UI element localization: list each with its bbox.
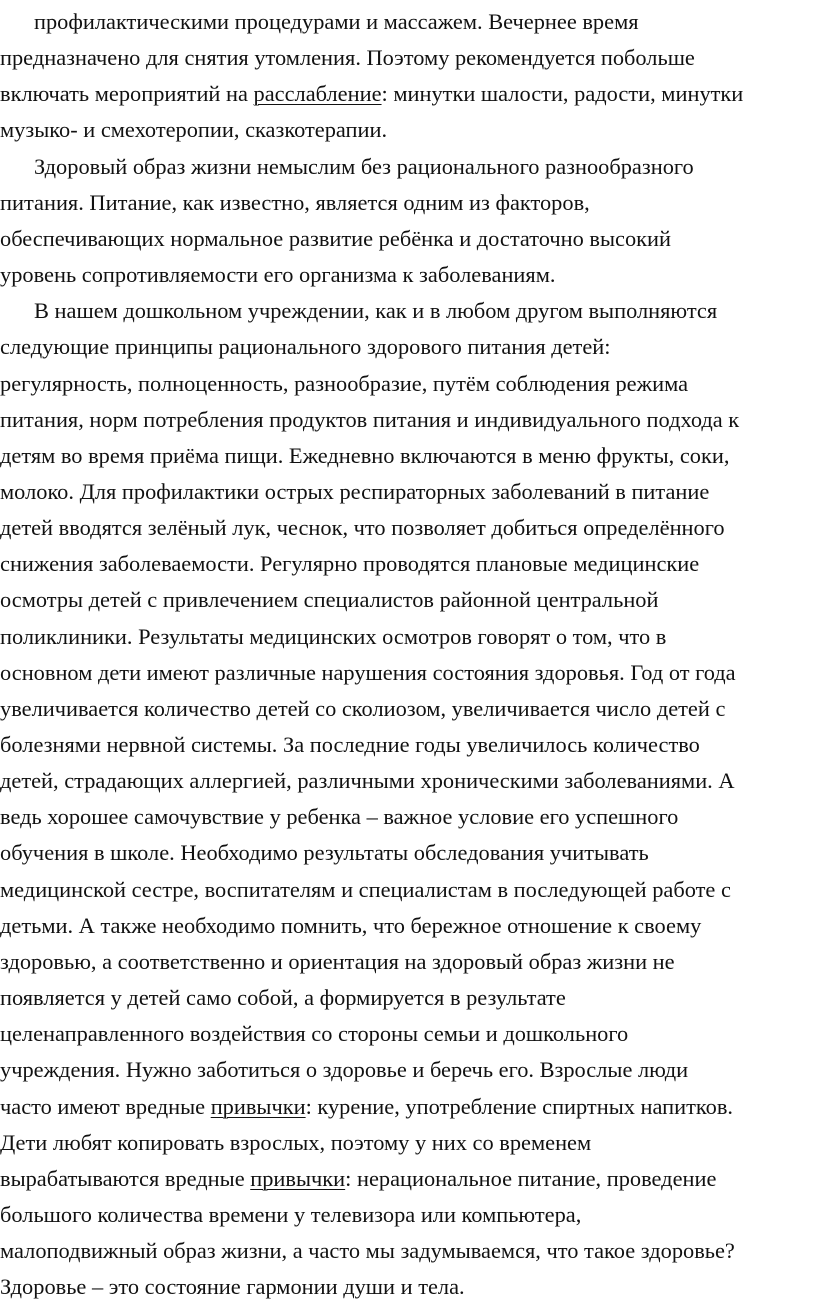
text-run: обеспечивающих нормальное развитие ребёнка и достаточно высокий: [0, 225, 672, 251]
text-run: малоподвижный образ жизни, а часто мы задумываемся, что такое здоровье?: [0, 1238, 735, 1264]
text-run: учреждения. Нужно заботиться о здоровье и беречь его. Взрослые люди: [0, 1057, 689, 1083]
text-line: [0, 980, 816, 1016]
text-line: [0, 510, 816, 546]
text-line: [0, 76, 816, 112]
text-run: здоровью, а соответственно и ориентация на здоровый образ жизни не: [0, 948, 675, 974]
text-run: профилактическими процедурами и массажем. Вечернее время: [34, 9, 639, 34]
term-link[interactable]: расслабление: [253, 81, 382, 107]
text-line: [0, 582, 816, 618]
text-line: [0, 257, 816, 293]
text-run: болезнями нервной системы. За последние годы увеличилось количество: [0, 732, 700, 757]
text-run: музыко- и смехотеропии, сказкотерапии.: [0, 117, 388, 143]
text-line: [0, 185, 816, 221]
text-line: [0, 1016, 816, 1052]
text-line: [0, 40, 816, 76]
text-line: [0, 221, 816, 257]
text-line: [0, 1161, 816, 1197]
text-line: [0, 112, 816, 148]
text-run: Здоровый образ жизни немыслим без рационального разнообразного: [34, 153, 694, 179]
text-run: питания. Питание, как известно, является одним из факторов,: [0, 189, 590, 215]
text-run: вырабатываются вредные: [0, 1165, 251, 1191]
text-line: [0, 1233, 816, 1269]
text-line: [0, 1089, 816, 1125]
text-line: [0, 1269, 816, 1305]
text-line: [0, 366, 816, 402]
text-line: [0, 1052, 816, 1088]
text-run: обучения в школе. Необходимо результаты обследования учитывать: [0, 840, 649, 866]
text-run: детьми. А также необходимо помнить, что бережное отношение к своему: [0, 912, 702, 938]
text-run: детям во время приёма пищи. Ежедневно включаются в меню фрукты, соки,: [0, 442, 730, 468]
text-line: [0, 727, 816, 763]
text-line: [0, 908, 816, 944]
text-run: основном дети имеют различные нарушения состояния здоровья. Год от года: [0, 659, 736, 685]
text-run: большого количества времени у телевизора или компьютера,: [0, 1201, 582, 1227]
text-run: : нерациональное питание, проведение: [345, 1165, 717, 1191]
text-run: медицинской сестре, воспитателям и специалистам в последующей работе с: [0, 876, 731, 902]
text-line: [0, 619, 816, 655]
text-line: [0, 1125, 816, 1161]
text-run: осмотры детей с привлечением специалистов районной центральной: [0, 587, 659, 613]
text-run: уровень сопротивляемости его организма к заболеваниям.: [0, 262, 556, 288]
text-line: [0, 1197, 816, 1233]
text-line: [0, 438, 816, 474]
text-line: [0, 149, 816, 185]
text-line: [0, 763, 816, 799]
text-run: : курение, употребление спиртных напитков.: [305, 1093, 734, 1119]
text-line: [0, 474, 816, 510]
text-run: снижения заболеваемости. Регулярно проводятся плановые медицинские: [0, 551, 700, 577]
text-run: включать мероприятий на: [0, 81, 254, 107]
text-run: Дети любят копировать взрослых, поэтому у них со временем: [0, 1129, 592, 1155]
term-link[interactable]: привычки: [250, 1165, 346, 1191]
text-line: [0, 655, 816, 691]
text-run: детей вводятся зелёный лук, чеснок, что позволяет добиться определённого: [0, 515, 725, 541]
text-run: Здоровье – это состояние гармонии души и тела.: [0, 1274, 465, 1300]
text-run: питания, норм потребления продуктов питания и индивидуального подхода к: [0, 406, 740, 432]
text-line: [0, 293, 816, 329]
text-run: предназначено для снятия утомления. Поэтому рекомендуется побольше: [0, 45, 695, 71]
text-line: [0, 402, 816, 438]
term-link[interactable]: привычки: [210, 1093, 306, 1119]
text-line: [0, 944, 816, 980]
text-run: часто имеют вредные: [0, 1093, 211, 1119]
text-run: ведь хорошее самочувствие у ребенка – важное условие его успешного: [0, 804, 679, 830]
text-run: В нашем дошкольном учреждении, как и в любом другом выполняются: [34, 298, 718, 324]
text-run: молоко. Для профилактики острых респираторных заболеваний в питание: [0, 478, 710, 504]
text-line: [0, 691, 816, 727]
text-line: [0, 835, 816, 871]
text-line: [0, 4, 816, 40]
text-run: поликлиники. Результаты медицинских осмотров говорят о том, что в: [0, 623, 667, 649]
text-run: детей, страдающих аллергией, различными хроническими заболеваниями. А: [0, 768, 735, 794]
text-line: [0, 799, 816, 835]
text-run: увеличивается количество детей со сколиозом, увеличивается число детей с: [0, 695, 726, 721]
text-run: целенаправленного воздействия со стороны семьи и дошкольного: [0, 1021, 629, 1047]
text-line: [0, 329, 816, 365]
text-line: [0, 872, 816, 908]
text-line: [0, 546, 816, 582]
text-run: регулярность, полноценность, разнообразие, путём соблюдения режима: [0, 370, 689, 396]
text-run: : минутки шалости, радости, минутки: [381, 81, 744, 107]
text-run: следующие принципы рационального здорового питания детей:: [0, 334, 611, 360]
text-run: появляется у детей само собой, а формируется в результате: [0, 985, 566, 1011]
